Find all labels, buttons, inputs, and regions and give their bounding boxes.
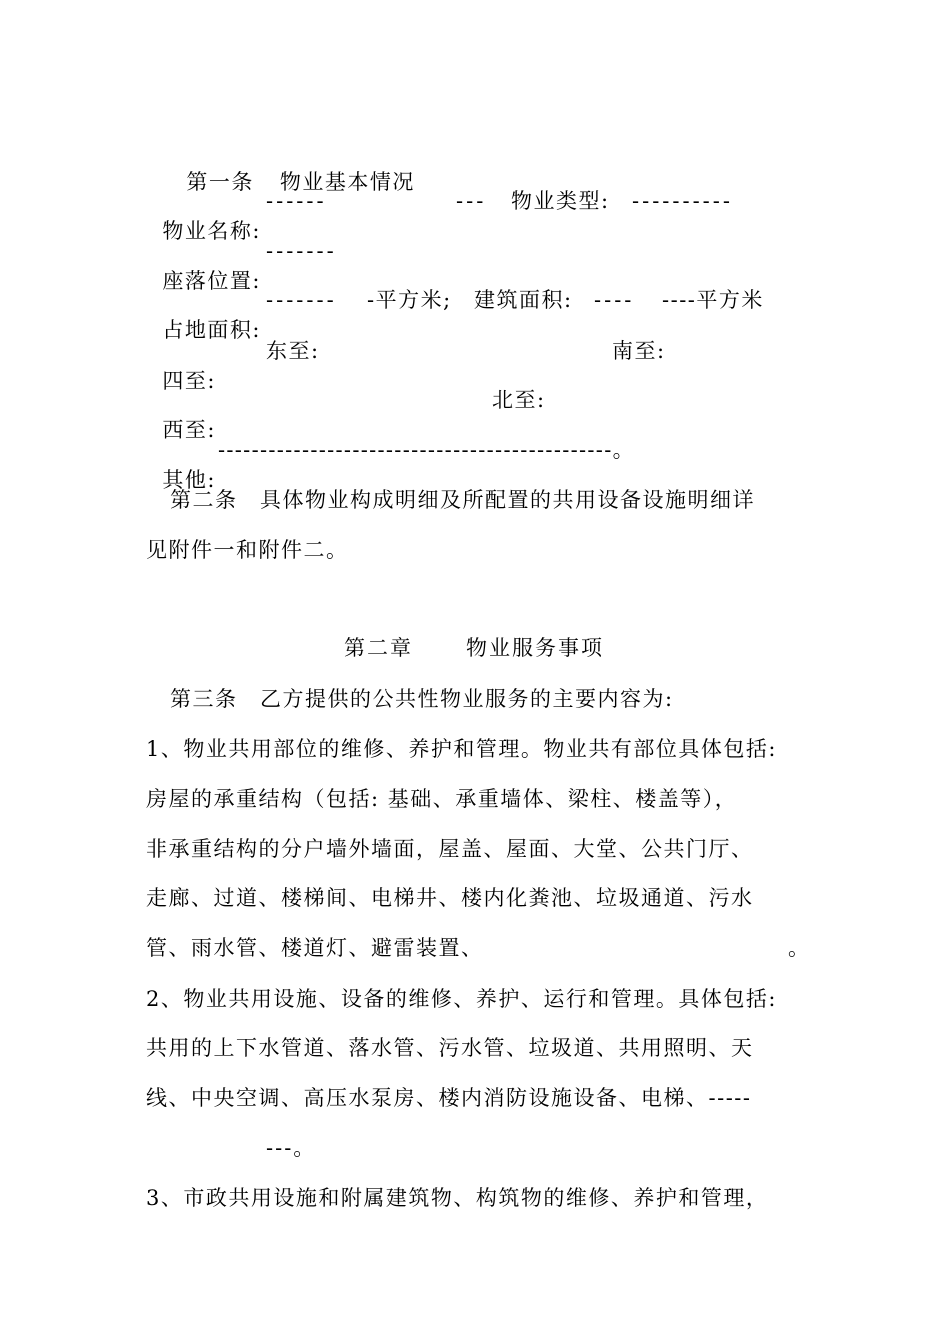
item-1-line-5: 管、雨水管、楼道灯、避雷装置、 — [146, 936, 484, 960]
article-3-intro: 第三条 乙方提供的公共性物业服务的主要内容为: — [170, 687, 674, 711]
land-area-unit: -平方米; — [367, 288, 452, 312]
property-name-blank: ------ — [266, 189, 327, 213]
chapter-2-title: 物业服务事项 — [466, 636, 604, 660]
building-area-unit: ----平方米 — [662, 288, 764, 312]
west-label: 西至: — [162, 418, 216, 442]
chapter-2-number: 第二章 — [344, 636, 413, 660]
article-1-title: 物业基本情况 — [279, 170, 415, 194]
article-2-line-1: 第二条 具体物业构成明细及所配置的共用设备设施明细详 — [170, 488, 755, 512]
item-1-line-1: 1、物业共用部位的维修、养护和管理。物业共有部位具体包括: — [146, 737, 777, 761]
article-2-line-2: 见附件一和附件二。 — [146, 538, 349, 562]
north-label: 北至: — [492, 388, 546, 412]
item-2-line-4: ---。 — [266, 1136, 317, 1160]
item-1-line-3: 非承重结构的分户墙外墙面，屋盖、屋面、大堂、公共门厅、 — [146, 837, 754, 861]
land-area-label: 占地面积: — [162, 318, 261, 342]
land-area-blank: ------- — [266, 288, 337, 312]
other-label: 其他: — [162, 468, 216, 492]
location-label: 座落位置: — [162, 269, 261, 293]
item-2-line-3: 线、中央空调、高压水泵房、楼内消防设施设备、电梯、----- — [146, 1086, 752, 1110]
item-1-line-5-end: 。 — [788, 936, 809, 960]
item-3-line-1: 3、市政共用设施和附属建筑物、构筑物的维修、养护和管理， — [146, 1186, 769, 1210]
boundaries-label: 四至: — [162, 369, 216, 393]
south-label: 南至: — [612, 339, 666, 363]
property-name-blank-2: --- — [456, 189, 487, 213]
property-name-label: 物业名称: — [162, 219, 261, 243]
building-area-blank: ---- — [594, 288, 635, 312]
item-2-line-1: 2、物业共用设施、设备的维修、养护、运行和管理。具体包括: — [146, 987, 777, 1011]
item-2-line-2: 共用的上下水管道、落水管、污水管、垃圾道、共用照明、天 — [146, 1036, 754, 1060]
article-1-number: 第一条 — [186, 170, 254, 194]
property-type-blank: ---------- — [632, 189, 733, 213]
building-area-label: 建筑面积: — [474, 288, 573, 312]
item-1-line-4: 走廊、过道、楼梯间、电梯井、楼内化粪池、垃圾通道、污水 — [146, 886, 754, 910]
other-blank: -----------------------------------------------。 — [218, 438, 635, 462]
item-1-line-2: 房屋的承重结构（包括: 基础、承重墙体、梁柱、楼盖等）， — [146, 787, 738, 811]
location-blank: ------- — [266, 239, 337, 263]
east-label: 东至: — [266, 339, 320, 363]
property-type-label: 物业类型: — [511, 189, 610, 213]
